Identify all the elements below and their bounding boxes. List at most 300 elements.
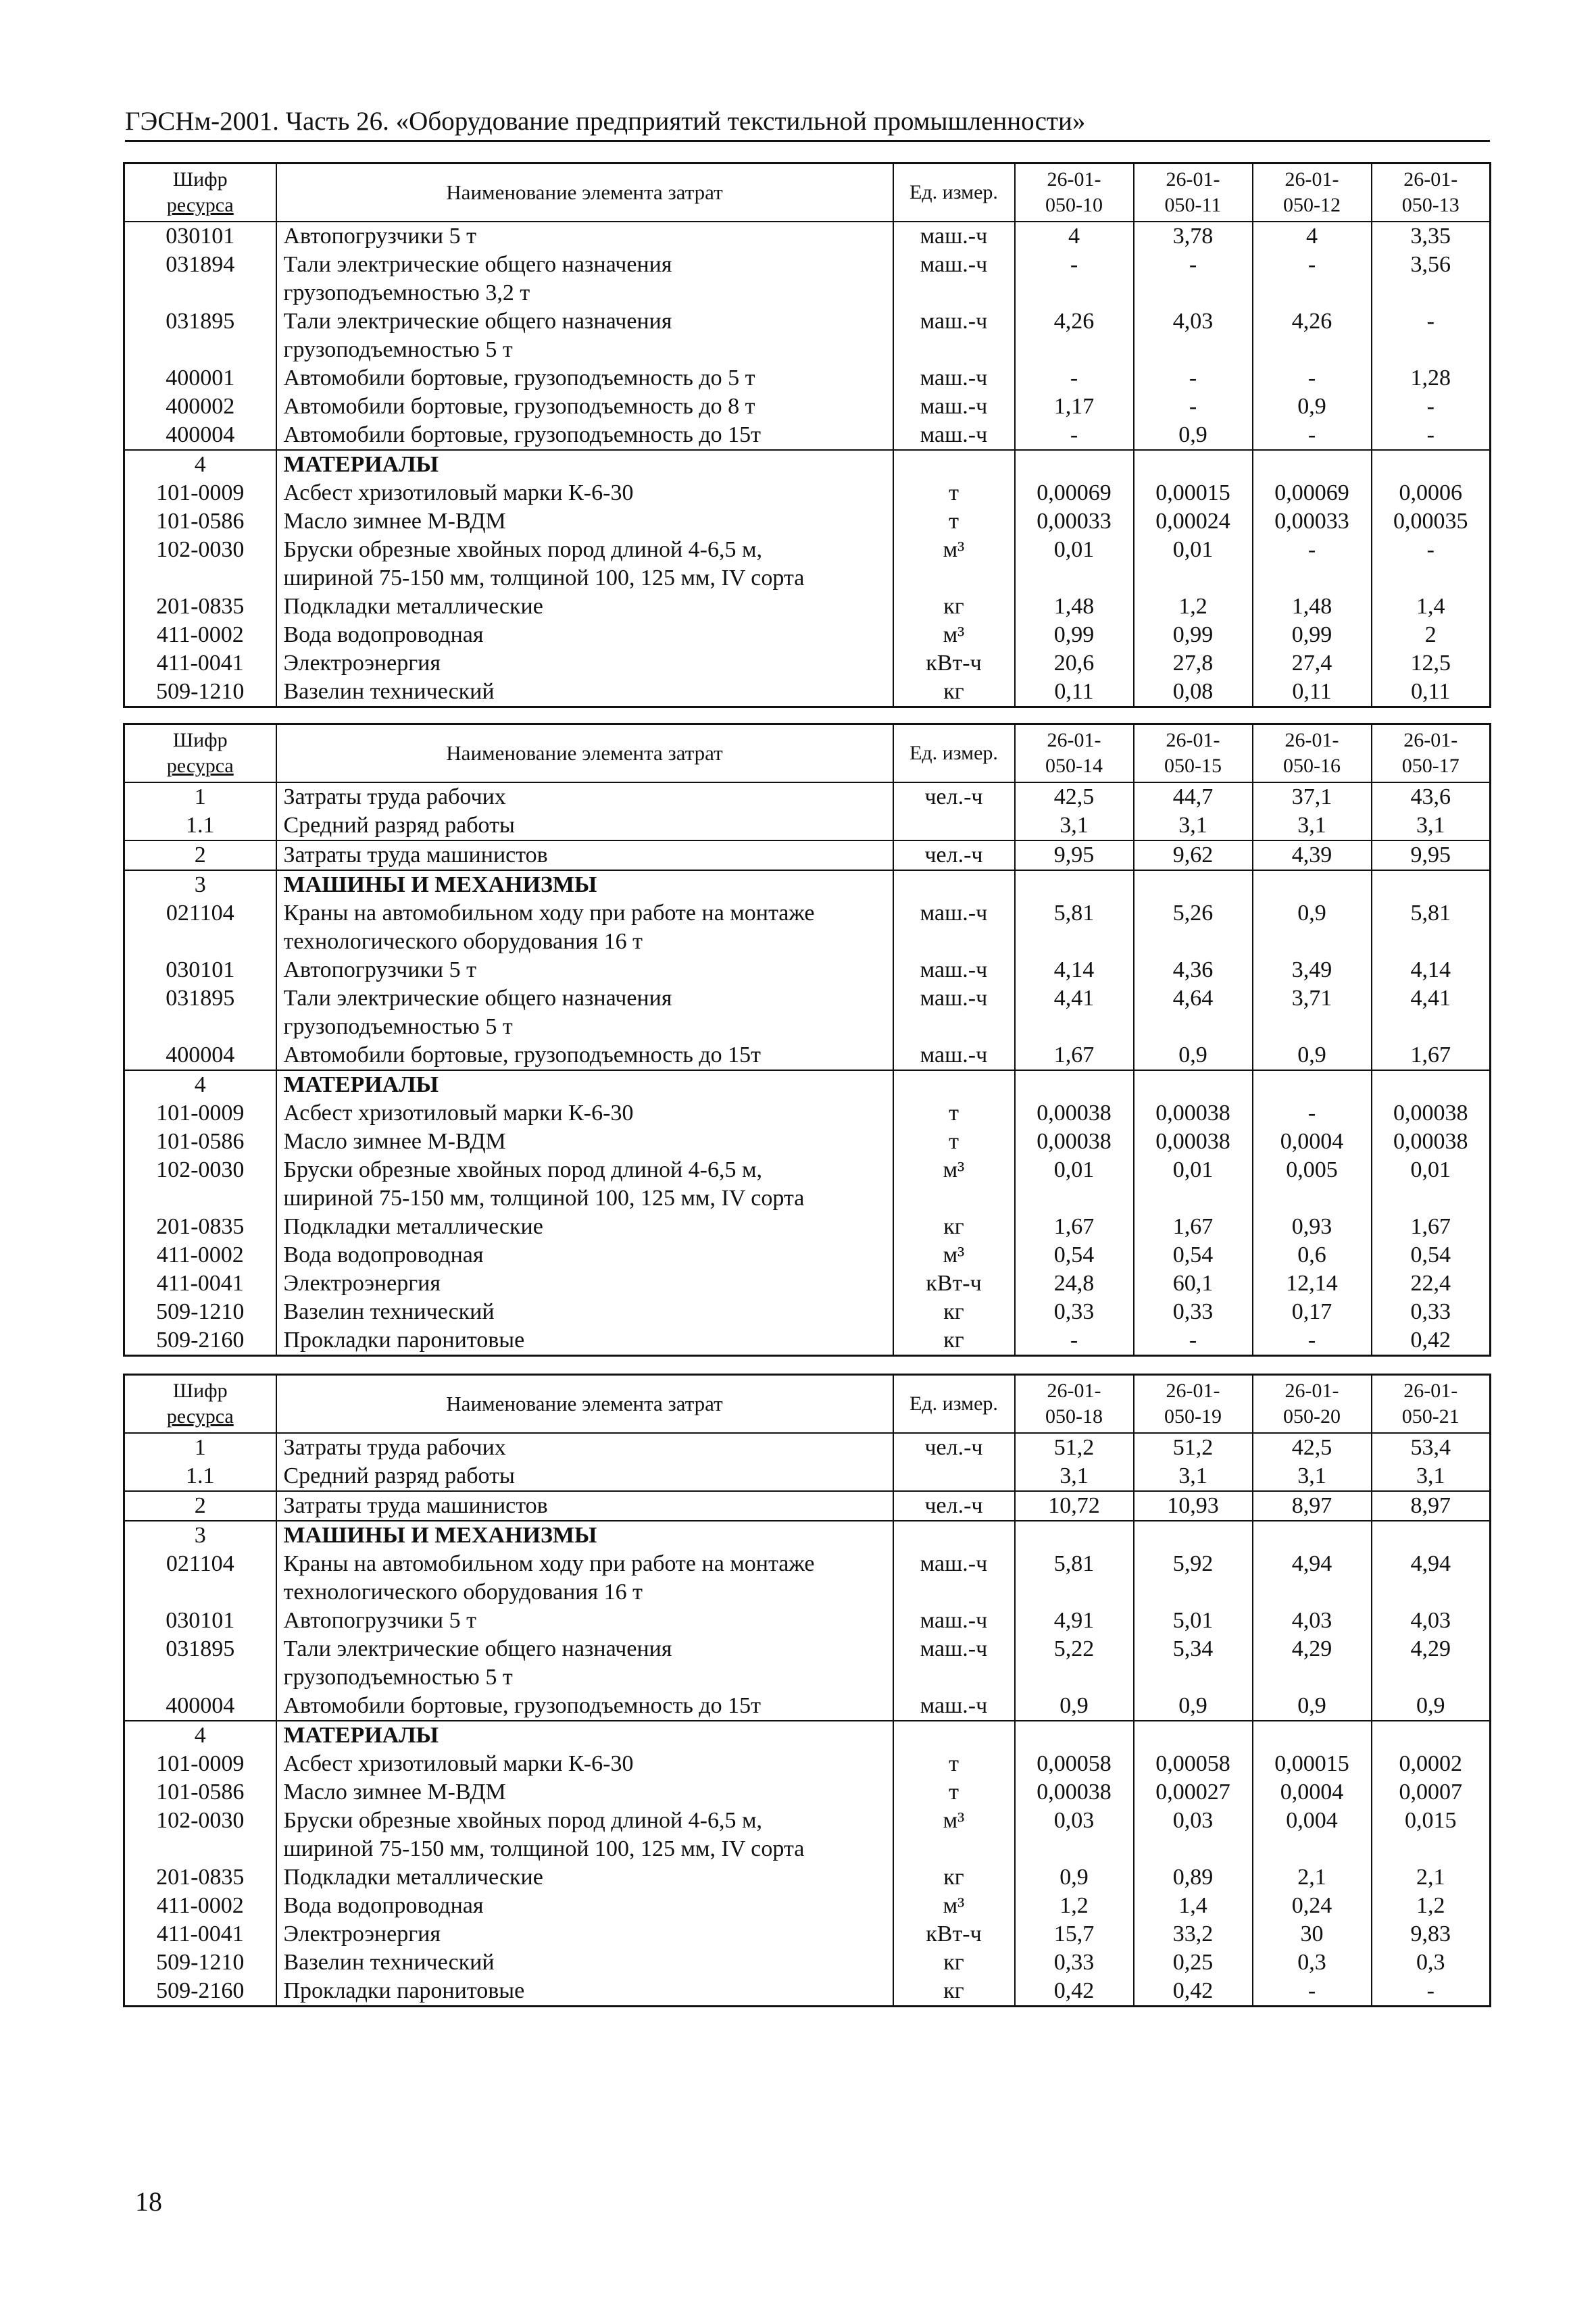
unit-header: Ед. измер.	[893, 724, 1015, 783]
unit: маш.-ч	[893, 421, 1015, 450]
norm-value	[1015, 1070, 1134, 1099]
resource-table-1	[123, 162, 1491, 708]
norm-value: 0,9	[1015, 1863, 1134, 1892]
resource-name	[276, 899, 893, 956]
table-row	[124, 1099, 1491, 1128]
unit: маш.-ч	[893, 899, 1015, 956]
unit: чел.-ч	[893, 782, 1015, 811]
norm-value: 4,91	[1015, 1607, 1134, 1635]
norm-value: -	[1253, 1326, 1372, 1356]
resource-code: 101-0009	[124, 1099, 276, 1128]
norm-code-line: 050-20	[1283, 1405, 1341, 1428]
norm-value	[1134, 1521, 1253, 1550]
resource-code: 031895	[124, 307, 276, 364]
unit: т	[893, 1750, 1015, 1778]
norm-value: 0,33	[1134, 1298, 1253, 1326]
code-header	[124, 724, 276, 783]
section-row	[124, 1070, 1491, 1099]
norm-code-header	[1372, 724, 1491, 783]
norm-code-line: 050-17	[1401, 755, 1460, 777]
norm-value: 0,0007	[1372, 1778, 1491, 1807]
resource-code: 509-2160	[124, 1326, 276, 1356]
resource-code: 400004	[124, 1041, 276, 1070]
norm-value: 0,00038	[1134, 1099, 1253, 1128]
norm-value: 12,14	[1253, 1269, 1372, 1298]
norm-value	[1015, 1521, 1134, 1550]
table-row	[124, 222, 1491, 251]
norm-value: 1,28	[1372, 364, 1491, 393]
page-header: ГЭСНм-2001. Часть 26. «Оборудование предприятий текстильной промышленности»	[125, 101, 1490, 142]
resource-code: 4	[124, 1070, 276, 1099]
norm-code-header	[1015, 1375, 1134, 1434]
unit: т	[893, 479, 1015, 507]
norm-code-line: 050-14	[1045, 755, 1103, 777]
resource-name-line: шириной 75-150 мм, толщиной 100, 125 мм, IV сорта	[283, 1186, 805, 1211]
norm-value: 10,72	[1015, 1491, 1134, 1521]
table-row	[124, 1128, 1491, 1156]
unit: кг	[893, 1326, 1015, 1356]
norm-value: 5,81	[1015, 1550, 1134, 1607]
resource-name-line: Бруски обрезные хвойных пород длиной 4-6,5 м,	[283, 537, 763, 562]
table-row	[124, 621, 1491, 649]
resource-name-line: Электроэнергия	[283, 651, 441, 676]
norm-value: 3,1	[1134, 1462, 1253, 1491]
section-row	[124, 1721, 1491, 1750]
resource-code: 101-0586	[124, 507, 276, 536]
resource-code: 030101	[124, 956, 276, 984]
norm-value: 4,36	[1134, 956, 1253, 984]
resource-code: 201-0835	[124, 1213, 276, 1241]
norm-value: 33,2	[1134, 1920, 1253, 1948]
unit-header: Ед. измер.	[893, 164, 1015, 222]
resource-name-line: Вазелин технический	[283, 1299, 495, 1324]
norm-code-line: 26-01-	[1047, 729, 1101, 751]
norm-value: 0,00015	[1134, 479, 1253, 507]
section-row	[124, 450, 1491, 479]
table-row	[124, 1550, 1491, 1607]
norm-code-header	[1372, 1375, 1491, 1434]
unit: т	[893, 1778, 1015, 1807]
resource-name	[276, 1948, 893, 1977]
unit: м³	[893, 1241, 1015, 1269]
norm-value: 9,95	[1372, 840, 1491, 870]
resource-code: 1	[124, 1433, 276, 1462]
resource-name-line: Автомобили бортовые, грузоподъемность до 8 т	[283, 394, 755, 419]
norm-value: -	[1253, 1977, 1372, 2007]
resource-name	[276, 450, 893, 479]
resource-code: 102-0030	[124, 1156, 276, 1213]
table-row	[124, 956, 1491, 984]
norm-value: 0,54	[1372, 1241, 1491, 1269]
norm-value: 51,2	[1134, 1433, 1253, 1462]
norm-code-line: 26-01-	[1403, 729, 1458, 751]
norm-code-line: 26-01-	[1166, 168, 1220, 191]
norm-value: 0,9	[1253, 1692, 1372, 1721]
resource-code: 3	[124, 1521, 276, 1550]
resource-name-line: Асбест хризотиловый марки К-6-30	[283, 1101, 634, 1126]
norm-value: 0,42	[1134, 1977, 1253, 2007]
norm-value: 3,1	[1253, 811, 1372, 840]
resource-code: 4	[124, 450, 276, 479]
norm-value: 0,00038	[1372, 1099, 1491, 1128]
name-header: Наименование элемента затрат	[276, 1375, 893, 1434]
unit: маш.-ч	[893, 1635, 1015, 1692]
norm-value: 12,5	[1372, 649, 1491, 678]
resource-name	[276, 1491, 893, 1521]
resource-name	[276, 1778, 893, 1807]
norm-value: 2,1	[1253, 1863, 1372, 1892]
norm-value: 0,9	[1015, 1692, 1134, 1721]
unit: м³	[893, 1892, 1015, 1920]
norm-value	[1253, 870, 1372, 899]
resource-name-line: грузоподъемностью 3,2 т	[283, 280, 530, 305]
unit	[893, 870, 1015, 899]
resource-code: 3	[124, 870, 276, 899]
resource-name-line: Затраты труда рабочих	[283, 1435, 506, 1460]
table-row	[124, 1750, 1491, 1778]
unit	[893, 1521, 1015, 1550]
norm-value: 0,00015	[1253, 1750, 1372, 1778]
resource-name-line: Затраты труда рабочих	[283, 784, 506, 809]
norm-value: 0,54	[1134, 1241, 1253, 1269]
resource-name	[276, 364, 893, 393]
norm-value: 51,2	[1015, 1433, 1134, 1462]
resource-name-line: Масло зимнее М-ВДМ	[283, 1129, 506, 1154]
resource-name	[276, 1721, 893, 1750]
norm-value: 0,0004	[1253, 1778, 1372, 1807]
norm-value: 0,00027	[1134, 1778, 1253, 1807]
resource-name	[276, 840, 893, 870]
norm-value	[1372, 1521, 1491, 1550]
resource-name	[276, 1241, 893, 1269]
section-row	[124, 1521, 1491, 1550]
norm-code-line: 26-01-	[1166, 729, 1220, 751]
norm-code-header	[1015, 164, 1134, 222]
norm-value: 0,6	[1253, 1241, 1372, 1269]
norm-code-line: 26-01-	[1166, 1380, 1220, 1402]
norm-code-line: 050-11	[1164, 194, 1222, 216]
norm-value	[1372, 450, 1491, 479]
norm-value: 0,17	[1253, 1298, 1372, 1326]
unit: кг	[893, 678, 1015, 707]
resource-name	[276, 1521, 893, 1550]
norm-value: -	[1372, 307, 1491, 364]
unit: чел.-ч	[893, 840, 1015, 870]
norm-value: 0,01	[1134, 1156, 1253, 1213]
resource-name-line: Прокладки паронитовые	[283, 1978, 525, 2003]
resource-code: 102-0030	[124, 1807, 276, 1863]
norm-value: 9,83	[1372, 1920, 1491, 1948]
norm-value: 0,00024	[1134, 507, 1253, 536]
norm-value: 0,11	[1253, 678, 1372, 707]
resource-name-line: грузоподъемностью 5 т	[283, 1014, 513, 1039]
norm-value: 37,1	[1253, 782, 1372, 811]
norm-value: 20,6	[1015, 649, 1134, 678]
resource-name	[276, 222, 893, 251]
resource-name	[276, 1156, 893, 1213]
norm-value: 0,9	[1253, 899, 1372, 956]
table-row	[124, 1326, 1491, 1356]
norm-value: 0,01	[1015, 1156, 1134, 1213]
norm-value: 2	[1372, 621, 1491, 649]
resource-table-3	[123, 1374, 1491, 2007]
norm-code-line: 050-12	[1283, 194, 1341, 216]
norm-code-header	[1253, 164, 1372, 222]
resource-name	[276, 536, 893, 593]
norm-value	[1372, 870, 1491, 899]
resource-name	[276, 1692, 893, 1721]
code-header-line: Шифр	[172, 729, 228, 751]
norm-value: 1,4	[1372, 593, 1491, 621]
table-row	[124, 1298, 1491, 1326]
resource-name-line: Бруски обрезные хвойных пород длиной 4-6,5 м,	[283, 1157, 763, 1182]
norm-value: 4,94	[1372, 1550, 1491, 1607]
unit: кВт-ч	[893, 1269, 1015, 1298]
unit: кг	[893, 1213, 1015, 1241]
header-row	[124, 1375, 1491, 1434]
unit: маш.-ч	[893, 307, 1015, 364]
resource-name-line: Автопогрузчики 5 т	[283, 1608, 476, 1633]
unit	[893, 450, 1015, 479]
norm-value: 0,11	[1015, 678, 1134, 707]
norm-value	[1253, 1070, 1372, 1099]
table-row	[124, 649, 1491, 678]
norm-code-header	[1134, 724, 1253, 783]
norm-value: 0,03	[1134, 1807, 1253, 1863]
norm-value: 0,00038	[1372, 1128, 1491, 1156]
norm-value	[1372, 1721, 1491, 1750]
norm-value: 4,03	[1134, 307, 1253, 364]
norm-value: 1,17	[1015, 393, 1134, 421]
norm-value: 4	[1015, 222, 1134, 251]
norm-value: 1,4	[1134, 1892, 1253, 1920]
unit: чел.-ч	[893, 1491, 1015, 1521]
norm-value: 3,1	[1134, 811, 1253, 840]
resource-code: 400004	[124, 421, 276, 450]
norm-value: 3,49	[1253, 956, 1372, 984]
resource-code: 400004	[124, 1692, 276, 1721]
norm-value: 1,67	[1372, 1213, 1491, 1241]
resource-code: 021104	[124, 899, 276, 956]
norm-value: 0,9	[1253, 1041, 1372, 1070]
norm-code-header	[1134, 164, 1253, 222]
resource-code: 411-0041	[124, 1920, 276, 1948]
resource-name-line: Средний разряд работы	[283, 1463, 515, 1488]
resource-name-line: технологического оборудования 16 т	[283, 929, 643, 954]
resource-name-line: Электроэнергия	[283, 1271, 441, 1296]
resource-name-line: Асбест хризотиловый марки К-6-30	[283, 480, 634, 505]
norm-code-line: 050-18	[1045, 1405, 1103, 1428]
norm-value: 9,62	[1134, 840, 1253, 870]
name-header: Наименование элемента затрат	[276, 724, 893, 783]
resource-name	[276, 393, 893, 421]
norm-value: 5,01	[1134, 1607, 1253, 1635]
norm-value: 0,0006	[1372, 479, 1491, 507]
norm-value	[1134, 450, 1253, 479]
resource-code: 411-0041	[124, 649, 276, 678]
unit: маш.-ч	[893, 364, 1015, 393]
resource-name	[276, 1550, 893, 1607]
norm-value: -	[1253, 251, 1372, 307]
norm-code-header	[1253, 1375, 1372, 1434]
resource-code: 411-0002	[124, 1892, 276, 1920]
unit	[893, 1721, 1015, 1750]
resource-code: 101-0009	[124, 1750, 276, 1778]
norm-value: 0,00058	[1015, 1750, 1134, 1778]
norm-value: 1,2	[1134, 593, 1253, 621]
table-row	[124, 1269, 1491, 1298]
page-number: 18	[135, 2186, 162, 2217]
norm-code-header	[1253, 724, 1372, 783]
resource-code: 1.1	[124, 811, 276, 840]
norm-value: 5,22	[1015, 1635, 1134, 1692]
unit: кВт-ч	[893, 1920, 1015, 1948]
norm-value: 4,14	[1015, 956, 1134, 984]
norm-value: 4,29	[1253, 1635, 1372, 1692]
table-row	[124, 678, 1491, 707]
resource-name	[276, 1607, 893, 1635]
norm-value: -	[1253, 536, 1372, 593]
norm-value: 44,7	[1134, 782, 1253, 811]
table-row	[124, 1433, 1491, 1462]
resource-name	[276, 1298, 893, 1326]
resource-name-line: Затраты труда машинистов	[283, 1493, 548, 1518]
norm-value: 0,9	[1134, 421, 1253, 450]
resource-name	[276, 1977, 893, 2007]
resource-name	[276, 1807, 893, 1863]
norm-value: 0,11	[1372, 678, 1491, 707]
unit: маш.-ч	[893, 222, 1015, 251]
resource-name	[276, 782, 893, 811]
resource-name	[276, 649, 893, 678]
table-row	[124, 840, 1491, 870]
resource-name-line: Подкладки металлические	[283, 594, 543, 619]
unit: маш.-ч	[893, 984, 1015, 1041]
resource-name-line: технологического оборудования 16 т	[283, 1580, 643, 1605]
norm-value: 24,8	[1015, 1269, 1134, 1298]
norm-value: 30	[1253, 1920, 1372, 1948]
resource-name-line: Тали электрические общего назначения	[283, 986, 672, 1011]
table-row	[124, 1863, 1491, 1892]
norm-value: 4,64	[1134, 984, 1253, 1041]
resource-name	[276, 1041, 893, 1070]
norm-value: 22,4	[1372, 1269, 1491, 1298]
resource-code: 031895	[124, 1635, 276, 1692]
norm-value: 1,2	[1015, 1892, 1134, 1920]
resource-name-line: Подкладки металлические	[283, 1865, 543, 1890]
norm-value: 1,48	[1253, 593, 1372, 621]
norm-value: 5,34	[1134, 1635, 1253, 1692]
resource-name-line: Вода водопроводная	[283, 1242, 484, 1267]
resource-name-line: Вода водопроводная	[283, 622, 484, 647]
table-row	[124, 1807, 1491, 1863]
resource-name	[276, 1269, 893, 1298]
resource-name-line: шириной 75-150 мм, толщиной 100, 125 мм, IV сорта	[283, 565, 805, 590]
norm-value: -	[1134, 393, 1253, 421]
unit: маш.-ч	[893, 1692, 1015, 1721]
norm-value: -	[1015, 364, 1134, 393]
code-header-line: Шифр	[172, 1380, 228, 1402]
resource-code: 1	[124, 782, 276, 811]
norm-code-header	[1015, 724, 1134, 783]
norm-value: 4,41	[1372, 984, 1491, 1041]
resource-name-line: МАШИНЫ И МЕХАНИЗМЫ	[283, 872, 597, 897]
resource-code: 031895	[124, 984, 276, 1041]
unit: кг	[893, 1948, 1015, 1977]
code-header-line: Шифр	[172, 168, 228, 191]
table-row	[124, 593, 1491, 621]
resource-name-line: Прокладки паронитовые	[283, 1328, 525, 1353]
table-row	[124, 1241, 1491, 1269]
unit: маш.-ч	[893, 956, 1015, 984]
norm-value: 0,33	[1015, 1298, 1134, 1326]
unit-header: Ед. измер.	[893, 1375, 1015, 1434]
resource-name-line: грузоподъемностью 5 т	[283, 337, 513, 362]
norm-value: 4,41	[1015, 984, 1134, 1041]
norm-value: 8,97	[1372, 1491, 1491, 1521]
norm-value: 4,94	[1253, 1550, 1372, 1607]
table-row	[124, 307, 1491, 364]
norm-value: 0,99	[1134, 621, 1253, 649]
norm-value: 0,42	[1015, 1977, 1134, 2007]
norm-code-line: 050-13	[1401, 194, 1460, 216]
resource-name	[276, 593, 893, 621]
norm-value: -	[1015, 1326, 1134, 1356]
resource-name-line: Вода водопроводная	[283, 1893, 484, 1918]
resource-name	[276, 621, 893, 649]
norm-value: 42,5	[1253, 1433, 1372, 1462]
table-row	[124, 364, 1491, 393]
norm-value: 0,9	[1134, 1041, 1253, 1070]
norm-value: 3,35	[1372, 222, 1491, 251]
resource-name	[276, 1750, 893, 1778]
table-row	[124, 1778, 1491, 1807]
resource-code: 509-1210	[124, 1948, 276, 1977]
resource-code: 400001	[124, 364, 276, 393]
table-row	[124, 1977, 1491, 2007]
unit: т	[893, 1099, 1015, 1128]
table-row	[124, 1920, 1491, 1948]
norm-code-line: 26-01-	[1403, 1380, 1458, 1402]
norm-value: 0,03	[1015, 1807, 1134, 1863]
resource-name	[276, 1635, 893, 1692]
norm-value: -	[1253, 1099, 1372, 1128]
norm-code-line: 050-16	[1283, 755, 1341, 777]
norm-value: 5,81	[1372, 899, 1491, 956]
resource-name	[276, 1326, 893, 1356]
resource-code: 4	[124, 1721, 276, 1750]
norm-value: 0,89	[1134, 1863, 1253, 1892]
norm-code-line: 050-10	[1045, 194, 1103, 216]
resource-code: 101-0586	[124, 1128, 276, 1156]
norm-value: 3,56	[1372, 251, 1491, 307]
norm-code-header	[1134, 1375, 1253, 1434]
norm-value: 0,01	[1372, 1156, 1491, 1213]
norm-code-line: 050-19	[1164, 1405, 1222, 1428]
norm-value: -	[1134, 1326, 1253, 1356]
norm-code-line: 26-01-	[1047, 1380, 1101, 1402]
table-row	[124, 479, 1491, 507]
norm-value: -	[1372, 393, 1491, 421]
norm-value: 0,9	[1134, 1692, 1253, 1721]
table-row	[124, 1156, 1491, 1213]
resource-name-line: Автомобили бортовые, грузоподъемность до 15т	[283, 422, 762, 447]
unit: маш.-ч	[893, 251, 1015, 307]
table-row	[124, 1491, 1491, 1521]
resource-name	[276, 1462, 893, 1491]
unit: маш.-ч	[893, 1041, 1015, 1070]
norm-value	[1134, 1721, 1253, 1750]
